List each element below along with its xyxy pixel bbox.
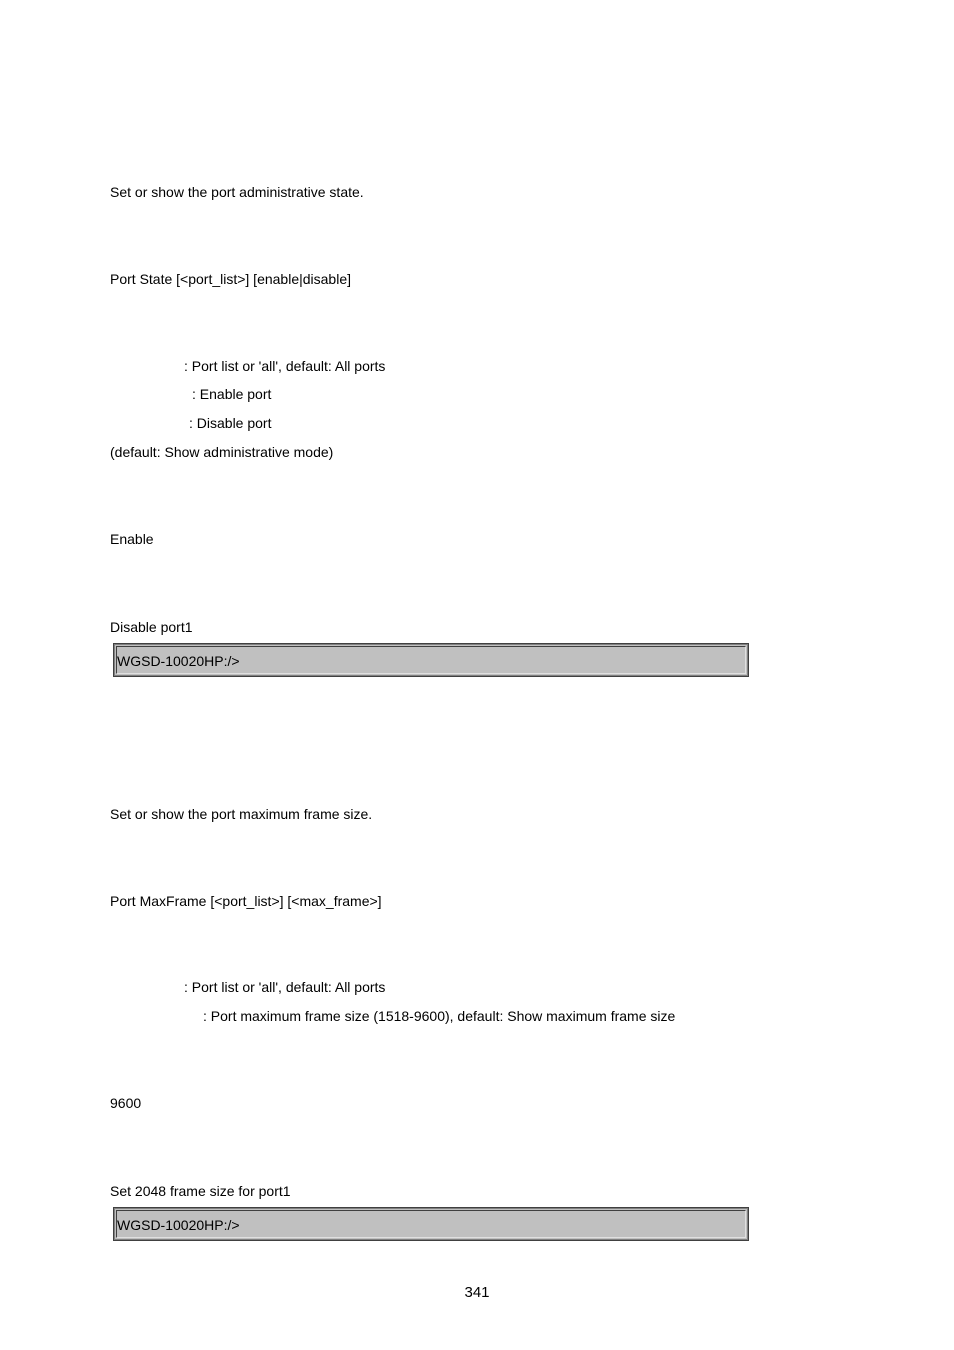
section1-example-description: Disable port1: [110, 619, 193, 635]
page-number: 341: [464, 1284, 490, 1301]
section2-example-description: Set 2048 frame size for port1: [110, 1183, 291, 1199]
section1-param-default: (default: Show administrative mode): [110, 444, 334, 460]
section1-command-prompt: WGSD-10020HP:/>: [117, 653, 240, 669]
section2-param-max-frame: : Port maximum frame size (1518-9600), default: Show maximum frame size: [203, 1008, 676, 1024]
section1-syntax: Port State [<port_list>] [enable|disable]: [110, 271, 352, 287]
section1-default-value: Enable: [110, 531, 154, 547]
section2-default-value: 9600: [110, 1095, 142, 1111]
section2-syntax: Port MaxFrame [<port_list>] [<max_frame>]: [110, 893, 382, 909]
section2-description: Set or show the port maximum frame size.: [110, 806, 373, 822]
section1-command-box: [113, 643, 749, 677]
section1-param-disable: : Disable port: [189, 415, 272, 431]
section1-param-port-list: : Port list or 'all', default: All ports: [184, 358, 386, 374]
section2-command-prompt: WGSD-10020HP:/>: [117, 1217, 240, 1233]
section2-command-box: [113, 1207, 749, 1241]
section1-description: Set or show the port administrative state.: [110, 184, 364, 200]
section1-param-enable: : Enable port: [192, 386, 272, 402]
section2-param-port-list: : Port list or 'all', default: All ports: [184, 979, 386, 995]
